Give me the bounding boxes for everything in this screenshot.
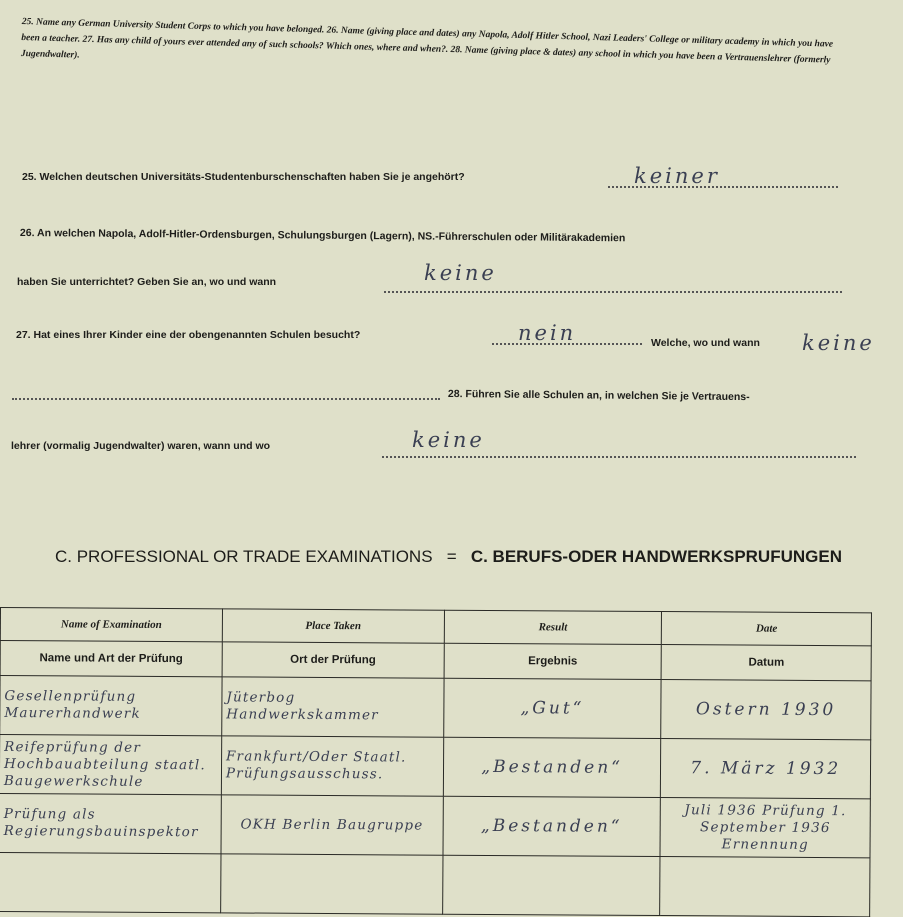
header-en-date: Date xyxy=(662,612,872,646)
exam-date: 7. März 1932 xyxy=(661,739,871,799)
exam-name xyxy=(0,852,221,912)
table-row xyxy=(0,852,870,916)
q26-label-line1: 26. An welchen Napola, Adolf-Hitler-Ordensburgen, Schulungsburgen (Lagern), NS.-Führerschulen oder Militärakademien xyxy=(19,227,626,245)
exam-name: Prüfung als Regierungsbauinspektor xyxy=(0,793,221,853)
exam-place: Jüterbog Handwerkskammer xyxy=(222,677,444,737)
q28-dotted-line-b xyxy=(382,456,856,458)
section-c-separator: = xyxy=(446,547,457,566)
q25-answer: keiner xyxy=(634,164,720,188)
header-de-place: Ort der Prüfung xyxy=(222,642,444,678)
exam-name: Reifeprüfung der Hochbauabteilung staatl. Baugewerkschule xyxy=(0,735,222,795)
section-c-german: C. BERUFS-ODER HANDWERKSPRUFUNGEN xyxy=(470,547,842,566)
table-row xyxy=(0,676,871,740)
table-row xyxy=(0,735,871,799)
exam-result xyxy=(442,855,660,915)
exam-place xyxy=(221,854,443,914)
english-questions: 25. Name any German University Student Corps to which you have belonged. 26. Name (giving place and dates) any Napola, Adolf Hitler School, Nazi Leaders' College or military academy in which you have been a teacher. 27. Has any child of yours ever attended any of such schools? Which ones, where and when?. 28. Name (giving place & dates) any school in which you have been a Vertrauenslehrer (formerly Jugendwalter). xyxy=(20,16,834,66)
q27-label: 27. Hat eines Ihrer Kinder eine der obengenannten Schulen besucht? xyxy=(16,329,361,341)
q26-answer: keine xyxy=(424,261,497,285)
header-de-result: Ergebnis xyxy=(444,643,662,679)
examinations-table xyxy=(0,607,872,917)
exam-result: „Bestanden“ xyxy=(443,737,661,797)
q27-answer-b: keine xyxy=(802,331,875,355)
q28-label-line2: lehrer (vormalig Jugendwalter) waren, wann und wo xyxy=(11,440,271,452)
q27-answer: nein xyxy=(518,321,577,345)
table-row xyxy=(0,793,870,857)
exam-place: OKH Berlin Baugruppe xyxy=(221,795,443,855)
header-de-name: Name und Art der Prüfung xyxy=(0,641,222,677)
section-c-title xyxy=(55,547,842,567)
exam-date xyxy=(660,857,870,917)
q28-answer: keine xyxy=(412,428,485,452)
header-en-name: Name of Examination xyxy=(0,608,222,642)
header-de-date: Datum xyxy=(662,645,872,681)
q26-dotted-line xyxy=(384,291,842,293)
exam-place: Frankfurt/Oder Staatl. Prüfungsausschuss. xyxy=(221,736,443,796)
table-header-german xyxy=(0,641,871,681)
exam-result: „Gut“ xyxy=(443,678,661,738)
header-en-result: Result xyxy=(444,610,662,644)
table-header-english xyxy=(0,608,871,646)
exam-date: Ostern 1930 xyxy=(661,680,871,740)
section-c-english: C. PROFESSIONAL OR TRADE EXAMINATIONS xyxy=(55,547,433,566)
q28-dotted-line-a xyxy=(12,398,440,400)
header-en-place: Place Taken xyxy=(222,609,444,643)
exam-result: „Bestanden“ xyxy=(443,796,661,856)
exam-date: Juli 1936 Prüfung 1. September 1936 Ernennung xyxy=(660,798,870,858)
exam-name: Gesellenprüfung Maurerhandwerk xyxy=(0,676,222,736)
q28-label-line1: 28. Führen Sie alle Schulen an, in welchen Sie je Vertrauens- xyxy=(447,388,750,404)
q26-label-line2: haben Sie unterrichtet? Geben Sie an, wo und wann xyxy=(17,276,277,288)
q25-label: 25. Welchen deutschen Universitäts-Studentenburschenschaften haben Sie je angehört? xyxy=(22,171,465,183)
q27-label-b: Welche, wo und wann xyxy=(651,337,760,349)
